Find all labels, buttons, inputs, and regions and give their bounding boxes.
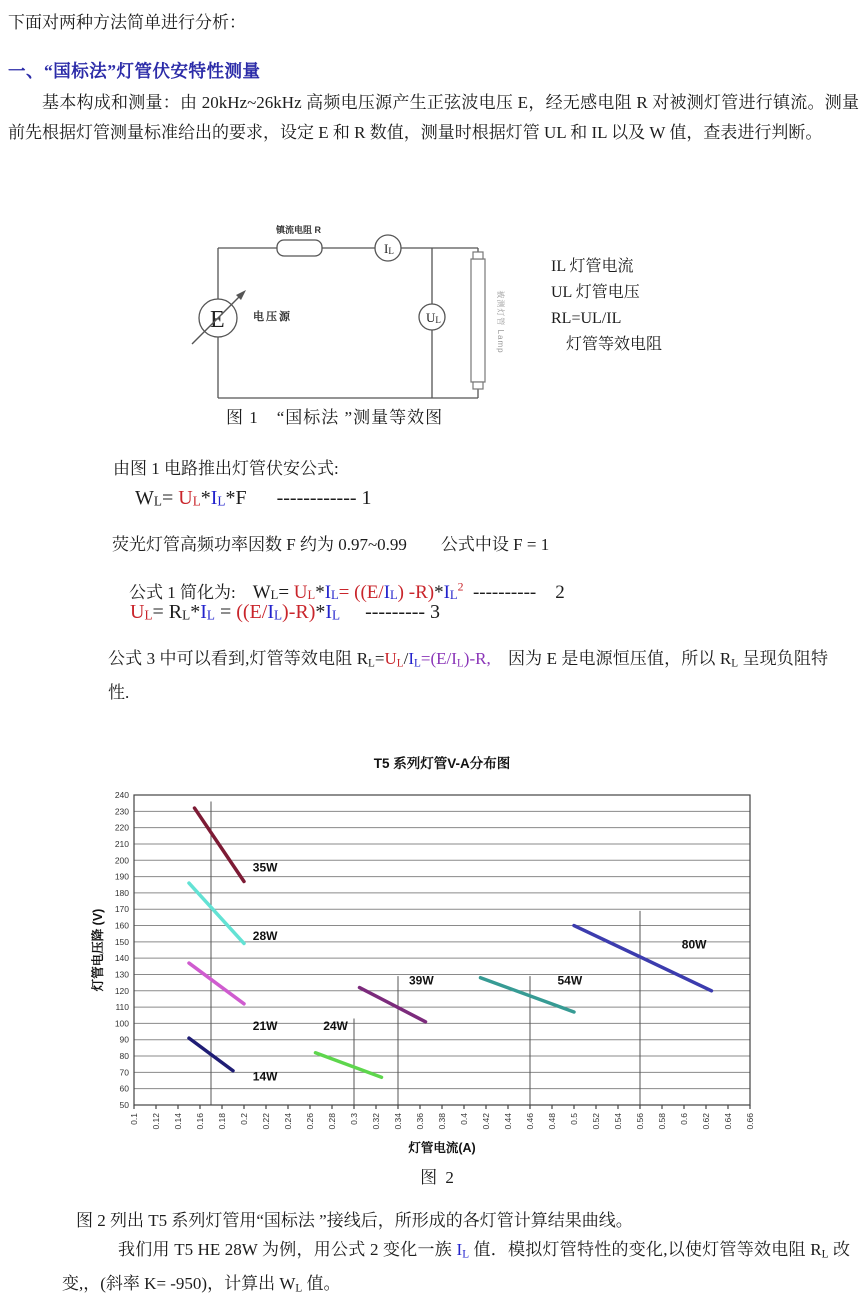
formula-3-note: [108, 644, 828, 707]
x-tick-label: 0.58: [657, 1113, 667, 1130]
formula-token: =: [214, 601, 237, 623]
formula-token: =: [152, 601, 169, 623]
y-tick-label: 130: [114, 969, 129, 980]
lamp-label: 被测灯管 Lamp: [496, 290, 505, 354]
formula-token: 我们用 T5 HE 28W 为例，用公式 2 变化一族: [118, 1240, 457, 1259]
y-tick-label: 240: [114, 790, 129, 800]
series-label-14W: 14W: [252, 1069, 278, 1084]
formula-2-prefix: 公式 1 简化为:: [129, 583, 253, 602]
x-tick-label: 0.36: [415, 1113, 425, 1130]
formula-token: 值。: [302, 1274, 341, 1294]
y-tick-label: 70: [119, 1067, 129, 1078]
series-line-28W: [189, 883, 244, 943]
formula-token: /: [403, 649, 409, 668]
y-tick-label: 180: [114, 887, 129, 898]
formula-token: = ((E/: [338, 582, 384, 603]
y-tick-label: 190: [114, 871, 129, 882]
y-tick-label: 200: [114, 855, 129, 866]
lamp-cap-bottom: [473, 382, 483, 389]
x-tick-label: 0.26: [305, 1113, 315, 1130]
x-tick-label: 0.32: [371, 1113, 381, 1130]
voltmeter-text: UL: [426, 310, 441, 325]
x-tick-label: 0.16: [195, 1113, 205, 1130]
closing-paragraphs: [62, 1206, 850, 1296]
series-line-39W: [360, 988, 426, 1022]
series-line-35W: [195, 808, 245, 881]
x-tick-label: 0.24: [283, 1113, 293, 1130]
y-tick-label: 60: [119, 1083, 129, 1094]
x-tick-label: 0.6: [679, 1113, 689, 1125]
figure1-note-rl: RL=UL/IL: [551, 310, 622, 327]
y-tick-label: 160: [114, 920, 129, 931]
intro-paragraph: 下面对两种方法简单进行分析：: [8, 13, 246, 32]
formula-token: RL: [810, 1240, 829, 1261]
y-tick-label: 80: [119, 1051, 129, 1062]
series-label-35W: 35W: [252, 860, 278, 875]
formula-token: =: [161, 487, 179, 509]
formula-token: IL: [443, 582, 458, 603]
x-tick-label: 0.48: [547, 1113, 557, 1130]
formula-1: [135, 487, 372, 510]
x-tick-label: 0.2: [239, 1113, 249, 1125]
formula-token: IL: [383, 582, 398, 603]
formula-token: WL: [135, 487, 162, 509]
x-tick-label: 0.56: [635, 1113, 645, 1130]
y-tick-label: 230: [114, 806, 129, 817]
figure1-caption: 图 1 “国标法 ”测量等效图: [226, 408, 444, 427]
y-tick-label: 170: [114, 904, 129, 915]
formula-token: IL: [210, 487, 226, 509]
y-tick-label: 220: [114, 822, 129, 833]
voltage-source-label: 电压源: [253, 311, 292, 323]
formula-token: =(E/: [420, 649, 452, 668]
y-tick-label: 150: [114, 936, 129, 947]
formula-token: )-R): [282, 601, 316, 623]
x-tick-label: 0.4: [459, 1113, 469, 1125]
section-heading: 一、“国标法”灯管伏安特性测量: [8, 61, 261, 81]
voltage-source-letter: E: [210, 307, 225, 333]
x-tick-label: 0.1: [129, 1113, 139, 1125]
formula-token: ------------ 1: [246, 487, 372, 509]
formula-token: *: [200, 487, 211, 509]
y-tick-label: 140: [114, 953, 129, 964]
formula-token: *: [315, 601, 326, 623]
figure2-caption: 图 2: [420, 1168, 456, 1187]
formula-token: )-R,: [463, 649, 491, 668]
chart-title: T5 系列灯管V-A分布图: [373, 756, 511, 771]
lamp-tube: [471, 259, 485, 382]
formula-token: 公式 3 中可以看到,灯管等效电阻: [108, 649, 357, 668]
formula-3: [130, 601, 440, 624]
figure1-notes: [551, 254, 662, 358]
figure2-va-chart: [88, 748, 788, 1160]
formula-token: IL: [267, 601, 283, 623]
x-tick-label: 0.64: [723, 1113, 733, 1130]
figure1-circuit-diagram: [150, 212, 570, 412]
figure1-note-ul: UL 灯管电压: [551, 284, 640, 301]
x-tick-label: 0.28: [327, 1113, 337, 1130]
formula-token: RL: [719, 649, 739, 670]
formula-token: WL: [252, 582, 279, 603]
figure1-note-req: 灯管等效电阻: [566, 336, 663, 353]
series-label-24W: 24W: [323, 1018, 348, 1033]
formula-token: =: [278, 582, 294, 603]
series-label-21W: 21W: [252, 1018, 278, 1033]
formula-token: ((E/: [236, 601, 268, 623]
series-line-21W: [189, 963, 244, 1004]
ballast-resistor-symbol: [277, 240, 322, 256]
x-tick-label: 0.52: [591, 1113, 601, 1130]
formula-token: UL: [293, 582, 316, 603]
x-tick-label: 0.42: [481, 1113, 491, 1130]
y-tick-label: 90: [119, 1034, 129, 1045]
formula-token: UL: [178, 487, 201, 509]
ballast-resistor-label: 镇流电阻 R: [276, 225, 322, 235]
x-tick-label: 0.12: [151, 1113, 161, 1130]
x-axis-title: 灯管电流(A): [408, 1141, 476, 1155]
figure1-note-il: IL 灯管电流: [551, 258, 634, 275]
formula-intro: 由图 1 电路推出灯管伏安公式:: [113, 459, 339, 478]
series-label-80W: 80W: [681, 937, 707, 952]
series-label-39W: 39W: [409, 973, 434, 988]
formula-token: --------- 3: [340, 601, 441, 623]
formula-token: *: [315, 582, 325, 603]
x-tick-label: 0.34: [393, 1113, 403, 1130]
formula-token: 值．模拟灯管特性的变化,以使灯管等效电阻: [469, 1240, 811, 1259]
formula-token: IL: [324, 582, 339, 603]
formula-token: 2: [457, 580, 464, 594]
series-label-28W: 28W: [252, 929, 278, 944]
formula-2: [253, 582, 565, 603]
formula-token: IL: [325, 601, 341, 623]
y-tick-label: 120: [114, 985, 129, 996]
closing-paragraph-1: 图 2 列出 T5 系列灯管用“国标法 ”接线后，所形成的各灯管计算结果曲线。: [76, 1211, 633, 1230]
formula-token: 因为 E 是电源恒压值，所以: [490, 649, 720, 668]
formula-token: 改变,，(斜率 K= -950)，计算出: [62, 1240, 850, 1294]
y-axis-title: 灯管电压降 (V): [91, 908, 105, 992]
formula-token: IL: [408, 649, 421, 670]
x-tick-label: 0.5: [569, 1113, 579, 1125]
x-tick-label: 0.22: [261, 1113, 271, 1130]
formula-token: RL: [356, 649, 375, 670]
x-tick-label: 0.14: [173, 1113, 183, 1130]
formula-token: 呈现负阻特性.: [108, 649, 829, 703]
formula-token: *F: [225, 487, 247, 509]
section-body-paragraph: 基本构成和测量：由 20kHz~26kHz 高频电压源产生正弦波电压 E，经无感电阻 R 对被测灯管进行镇流。测量前先根据灯管测量标准给出的要求，设定 E 和 R 数值，测量时根据灯管 UL 和 IL 以及 W 值，查表进行判断。: [8, 93, 859, 142]
x-tick-label: 0.44: [503, 1113, 513, 1130]
formula-token: IL: [200, 601, 215, 623]
formula-token: WL: [279, 1274, 303, 1295]
x-tick-label: 0.62: [701, 1113, 711, 1130]
plot-border: [134, 795, 750, 1105]
formula-token: *: [190, 601, 201, 623]
closing-paragraph-2: [62, 1235, 850, 1296]
x-tick-label: 0.38: [437, 1113, 447, 1130]
formula-token: ) -R): [397, 582, 435, 603]
x-tick-label: 0.54: [613, 1113, 623, 1130]
y-tick-label: 210: [114, 838, 129, 849]
ammeter-text: IL: [384, 241, 394, 256]
formula-token: IL: [451, 649, 464, 670]
series-label-54W: 54W: [557, 973, 583, 988]
y-tick-label: 110: [115, 1002, 129, 1013]
formula-token: *: [434, 582, 444, 603]
x-tick-label: 0.46: [525, 1113, 535, 1130]
formula-token: UL: [130, 601, 153, 623]
y-tick-label: 50: [119, 1100, 129, 1110]
formula-token: =: [374, 649, 385, 668]
y-tick-label: 100: [114, 1018, 129, 1029]
x-tick-label: 0.3: [349, 1113, 359, 1125]
formula-token: RL: [168, 601, 191, 623]
formula-token: IL: [456, 1240, 470, 1261]
x-tick-label: 0.18: [217, 1113, 227, 1130]
x-tick-label: 0.66: [745, 1113, 755, 1130]
formula-token: ---------- 2: [463, 582, 565, 603]
formula-token: UL: [384, 649, 404, 670]
lamp-cap-top: [473, 252, 483, 259]
power-factor-note: 荧光灯管高频功率因数 F 约为 0.97~0.99 公式中设 F = 1: [112, 535, 550, 554]
